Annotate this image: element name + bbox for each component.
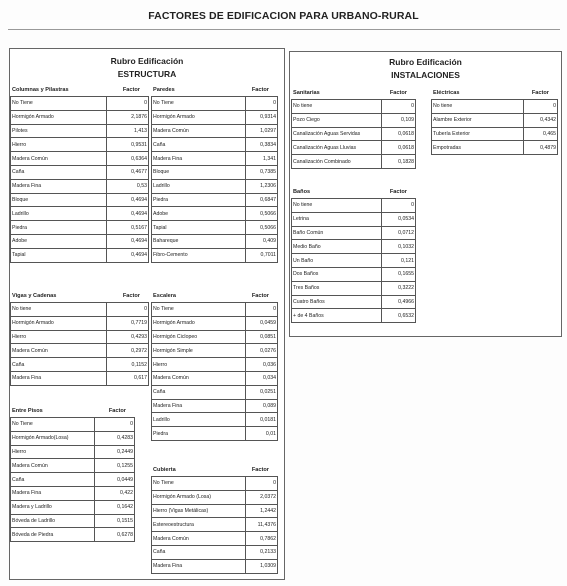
row-factor: 0,036: [246, 358, 278, 372]
table-row: [152, 193, 278, 207]
row-factor: 1,0297: [246, 124, 278, 138]
instalaciones-heading-1: Rubro Edificación: [389, 57, 462, 67]
row-label: Tres Baños: [292, 281, 382, 295]
table-row: [11, 528, 135, 542]
row-factor: 0: [246, 303, 278, 317]
row-factor: 0,0276: [246, 344, 278, 358]
table-row: [432, 100, 558, 114]
row-factor: 0,0712: [382, 226, 416, 240]
row-factor: 0,0459: [246, 316, 278, 330]
row-factor: 0,5167: [107, 221, 149, 235]
row-label: Bahareque: [152, 234, 246, 248]
row-label: Ladrillo: [152, 413, 246, 427]
table-row: [11, 207, 149, 221]
table-row: [292, 127, 416, 141]
row-factor: 0: [246, 97, 278, 111]
row-factor: 2,1876: [107, 110, 149, 124]
section-header: [10, 405, 134, 417]
section-vigas: [10, 290, 148, 386]
row-label: Madera Fina: [152, 399, 246, 413]
table-row: [11, 473, 135, 487]
section-name: Escalera: [153, 293, 177, 299]
row-factor: 0,1032: [382, 240, 416, 254]
row-label: Empotradas: [432, 141, 524, 155]
table-row: [11, 358, 149, 372]
table-row: [152, 559, 278, 573]
factor-table: [151, 302, 278, 441]
row-factor: 0,3222: [382, 281, 416, 295]
row-factor: 0,034: [246, 371, 278, 385]
factor-table: [291, 99, 416, 169]
row-label: No Tiene: [152, 477, 246, 491]
row-label: Piedra: [152, 193, 246, 207]
table-row: [11, 193, 149, 207]
table-row: [152, 477, 278, 491]
row-label: Piedra: [152, 427, 246, 441]
row-factor: 0,3834: [246, 138, 278, 152]
row-label: No Tiene: [11, 418, 95, 432]
factor-table: [10, 96, 149, 263]
row-factor: 0,0534: [382, 212, 416, 226]
row-label: Madera y Ladrillo: [11, 500, 95, 514]
factor-column-header: Factor: [389, 189, 407, 195]
table-row: [152, 330, 278, 344]
row-label: Hormigón Armado: [11, 110, 107, 124]
row-label: Madera Común: [152, 371, 246, 385]
row-label: No tiene: [292, 199, 382, 213]
row-label: Madera Común: [11, 459, 95, 473]
table-row: [11, 138, 149, 152]
row-label: Dos Baños: [292, 267, 382, 281]
table-row: [152, 124, 278, 138]
table-row: [292, 113, 416, 127]
section-header: [10, 290, 148, 302]
factor-column-header: Factor: [251, 467, 269, 473]
factor-column-header: Factor: [531, 90, 549, 96]
row-label: Hormigón Armado: [152, 110, 246, 124]
table-row: [292, 199, 416, 213]
table-row: [152, 179, 278, 193]
row-factor: 2,0372: [246, 490, 278, 504]
row-factor: 0: [382, 100, 416, 114]
table-row: [292, 267, 416, 281]
row-label: Canalización Combinado: [292, 155, 382, 169]
row-label: Hierro (Vigas Metálicas): [152, 504, 246, 518]
row-label: Madera Fina: [152, 559, 246, 573]
row-factor: 0,0181: [246, 413, 278, 427]
row-label: Fibro-Cemento: [152, 248, 246, 262]
row-factor: 0: [95, 418, 135, 432]
row-label: Alambre Exterior: [432, 113, 524, 127]
row-label: No tiene: [292, 100, 382, 114]
row-label: Caña: [11, 473, 95, 487]
row-factor: 0,1828: [382, 155, 416, 169]
section-name: Vigas y Cadenas: [12, 293, 57, 299]
row-factor: 0,4342: [524, 113, 558, 127]
row-label: Hormigón Armado: [11, 316, 107, 330]
table-row: [11, 344, 149, 358]
table-row: [292, 240, 416, 254]
row-factor: 0,01: [246, 427, 278, 441]
row-label: Canalización Aguas Servidas: [292, 127, 382, 141]
row-factor: 1,2306: [246, 179, 278, 193]
factor-column-header: Factor: [122, 293, 140, 299]
row-factor: 0,422: [95, 486, 135, 500]
section-columnas: [10, 84, 148, 263]
section-paredes: [151, 84, 277, 263]
table-row: [152, 532, 278, 546]
row-factor: 0,6278: [95, 528, 135, 542]
table-row: [11, 486, 135, 500]
row-factor: 0,6364: [107, 152, 149, 166]
row-label: Madera Común: [11, 152, 107, 166]
table-row: [11, 97, 149, 111]
table-row: [152, 248, 278, 262]
table-row: [432, 113, 558, 127]
row-factor: 1,0309: [246, 559, 278, 573]
table-row: [292, 281, 416, 295]
table-row: [292, 212, 416, 226]
row-label: Estereoestructura: [152, 518, 246, 532]
section-banos: [291, 186, 415, 323]
row-factor: 0,4283: [95, 431, 135, 445]
row-label: Hierro: [11, 330, 107, 344]
row-factor: 0,4694: [107, 207, 149, 221]
table-row: [11, 234, 149, 248]
row-label: Tapial: [11, 248, 107, 262]
row-factor: 0,53: [107, 179, 149, 193]
row-label: Madera Fina: [152, 152, 246, 166]
table-row: [152, 504, 278, 518]
row-factor: 0,9531: [107, 138, 149, 152]
section-header: [151, 290, 277, 302]
factor-table: [291, 198, 416, 323]
row-factor: 0,2133: [246, 545, 278, 559]
table-row: [11, 124, 149, 138]
section-cubierta: [151, 464, 277, 574]
row-factor: 0,5066: [246, 221, 278, 235]
row-factor: 0,4966: [382, 295, 416, 309]
row-label: Hierro: [11, 138, 107, 152]
row-label: Adobe: [11, 234, 107, 248]
row-label: Ladrillo: [152, 179, 246, 193]
row-label: Hierro: [11, 445, 95, 459]
table-row: [152, 545, 278, 559]
row-factor: 0,409: [246, 234, 278, 248]
row-factor: 0: [107, 97, 149, 111]
instalaciones-heading-2: INSTALACIONES: [391, 70, 460, 80]
table-row: [152, 303, 278, 317]
section-name: Paredes: [153, 87, 175, 93]
page-title: FACTORES DE EDIFICACION PARA URBANO-RURAL: [148, 10, 419, 22]
estructura-heading-1: Rubro Edificación: [110, 56, 184, 66]
table-row: [11, 459, 135, 473]
section-header: [431, 87, 557, 99]
title-divider: [8, 29, 560, 30]
row-label: No tiene: [432, 100, 524, 114]
row-factor: 0,4879: [524, 141, 558, 155]
table-row: [152, 413, 278, 427]
estructura-heading-2: ESTRUCTURA: [117, 69, 177, 79]
table-row: [11, 371, 149, 385]
row-label: Hormigón Armado: [152, 316, 246, 330]
factor-table: [151, 96, 278, 263]
table-row: [432, 127, 558, 141]
section-sanitarias: [291, 87, 415, 169]
table-row: [11, 221, 149, 235]
factor-table: [10, 417, 135, 542]
row-label: Caña: [11, 165, 107, 179]
row-label: No Tiene: [11, 97, 107, 111]
section-name: Columnas y Pilastras: [12, 87, 69, 93]
row-factor: 0,4293: [107, 330, 149, 344]
table-row: [292, 254, 416, 268]
row-factor: 0,7011: [246, 248, 278, 262]
row-label: Pilotes: [11, 124, 107, 138]
row-label: Piedra: [11, 221, 107, 235]
table-row: [11, 330, 149, 344]
table-row: [152, 385, 278, 399]
row-label: Caña: [152, 545, 246, 559]
row-factor: 1,341: [246, 152, 278, 166]
row-label: + de 4 Baños: [292, 309, 382, 323]
row-label: Medio Baño: [292, 240, 382, 254]
row-label: Madera Común: [11, 344, 107, 358]
row-label: Caña: [152, 138, 246, 152]
factor-table: [10, 302, 149, 386]
row-factor: 0: [107, 303, 149, 317]
row-factor: 0,1642: [95, 500, 135, 514]
table-row: [11, 165, 149, 179]
row-factor: 0,617: [107, 371, 149, 385]
section-name: Baños: [293, 189, 311, 195]
factor-table: [151, 476, 278, 574]
table-row: [292, 309, 416, 323]
row-factor: 0,2449: [95, 445, 135, 459]
row-factor: 0,089: [246, 399, 278, 413]
row-factor: 0,2972: [107, 344, 149, 358]
table-row: [152, 165, 278, 179]
row-label: Hormigón Armado (Losa): [152, 490, 246, 504]
row-factor: 1,2442: [246, 504, 278, 518]
factor-column-header: Factor: [122, 87, 140, 93]
table-row: [11, 248, 149, 262]
row-label: Madera Común: [152, 532, 246, 546]
row-label: Baño Común: [292, 226, 382, 240]
row-factor: 0,0251: [246, 385, 278, 399]
table-row: [432, 141, 558, 155]
row-label: Hierro: [152, 358, 246, 372]
section-electricas: [431, 87, 557, 155]
row-label: Madera Fina: [11, 179, 107, 193]
row-label: Bóveda de Ladrillo: [11, 514, 95, 528]
table-row: [152, 371, 278, 385]
row-factor: 0,465: [524, 127, 558, 141]
table-row: [152, 110, 278, 124]
section-name: Sanitarias: [293, 90, 320, 96]
table-row: [11, 445, 135, 459]
section-header: [10, 84, 148, 96]
row-factor: 0,121: [382, 254, 416, 268]
row-factor: 0: [524, 100, 558, 114]
row-label: Hormigón Armado(Losa): [11, 431, 95, 445]
table-row: [11, 316, 149, 330]
row-factor: 0: [246, 477, 278, 491]
row-factor: 0,9314: [246, 110, 278, 124]
row-label: Caña: [152, 385, 246, 399]
row-label: Bloque: [152, 165, 246, 179]
row-label: No Tiene: [152, 97, 246, 111]
table-row: [11, 418, 135, 432]
row-factor: 0: [382, 199, 416, 213]
table-row: [11, 110, 149, 124]
section-name: Eléctricas: [433, 90, 460, 96]
row-factor: 0,4677: [107, 165, 149, 179]
row-factor: 0,1515: [95, 514, 135, 528]
factor-column-header: Factor: [251, 87, 269, 93]
table-row: [152, 207, 278, 221]
table-row: [152, 316, 278, 330]
row-label: Tapial: [152, 221, 246, 235]
table-row: [11, 514, 135, 528]
table-row: [11, 179, 149, 193]
factor-table: [431, 99, 558, 155]
table-row: [152, 358, 278, 372]
row-label: No tiene: [11, 303, 107, 317]
row-factor: 11,4376: [246, 518, 278, 532]
section-header: [291, 87, 415, 99]
table-row: [292, 295, 416, 309]
row-factor: 0,0449: [95, 473, 135, 487]
row-label: Un Baño: [292, 254, 382, 268]
row-label: Madera Fina: [11, 371, 107, 385]
table-row: [292, 100, 416, 114]
table-row: [152, 152, 278, 166]
row-label: Hormigón Ciclopeo: [152, 330, 246, 344]
section-name: Entre Pisos: [12, 408, 43, 414]
table-row: [11, 431, 135, 445]
factor-column-header: Factor: [251, 293, 269, 299]
table-row: [152, 344, 278, 358]
section-escalera: [151, 290, 277, 441]
section-entrepisos: [10, 405, 134, 542]
row-factor: 0,7385: [246, 165, 278, 179]
row-label: Letrina: [292, 212, 382, 226]
row-label: Cuatro Baños: [292, 295, 382, 309]
row-factor: 0,6532: [382, 309, 416, 323]
table-row: [152, 221, 278, 235]
table-row: [152, 97, 278, 111]
section-header: [151, 464, 277, 476]
row-factor: 0,1255: [95, 459, 135, 473]
row-label: No Tiene: [152, 303, 246, 317]
table-row: [152, 234, 278, 248]
row-label: Madera Fina: [11, 486, 95, 500]
row-factor: 0,7862: [246, 532, 278, 546]
row-label: Caña: [11, 358, 107, 372]
row-factor: 0,0618: [382, 127, 416, 141]
row-label: Madera Común: [152, 124, 246, 138]
row-factor: 0,7719: [107, 316, 149, 330]
row-factor: 0,4694: [107, 234, 149, 248]
row-factor: 0,4694: [107, 248, 149, 262]
row-factor: 0,0618: [382, 141, 416, 155]
row-factor: 0,0851: [246, 330, 278, 344]
table-row: [11, 152, 149, 166]
section-header: [291, 186, 415, 198]
row-factor: 0,109: [382, 113, 416, 127]
row-label: Bóveda de Piedra: [11, 528, 95, 542]
row-factor: 0,6847: [246, 193, 278, 207]
factor-column-header: Factor: [389, 90, 407, 96]
factor-column-header: Factor: [108, 408, 126, 414]
table-row: [152, 138, 278, 152]
table-row: [11, 500, 135, 514]
row-label: Tubería Exterior: [432, 127, 524, 141]
table-row: [152, 427, 278, 441]
row-factor: 0,4694: [107, 193, 149, 207]
row-label: Pozo Ciego: [292, 113, 382, 127]
row-label: Ladrillo: [11, 207, 107, 221]
table-row: [152, 518, 278, 532]
section-name: Cubierta: [153, 467, 176, 473]
row-factor: 0,5066: [246, 207, 278, 221]
row-label: Hormigón Simple: [152, 344, 246, 358]
table-row: [292, 141, 416, 155]
table-row: [292, 155, 416, 169]
table-row: [292, 226, 416, 240]
table-row: [152, 490, 278, 504]
table-row: [152, 399, 278, 413]
row-factor: 0,1152: [107, 358, 149, 372]
row-label: Canalización Aguas Lluvias: [292, 141, 382, 155]
row-factor: 0,1655: [382, 267, 416, 281]
row-factor: 1,413: [107, 124, 149, 138]
table-row: [11, 303, 149, 317]
section-header: [151, 84, 277, 96]
row-label: Bloque: [11, 193, 107, 207]
row-label: Adobe: [152, 207, 246, 221]
